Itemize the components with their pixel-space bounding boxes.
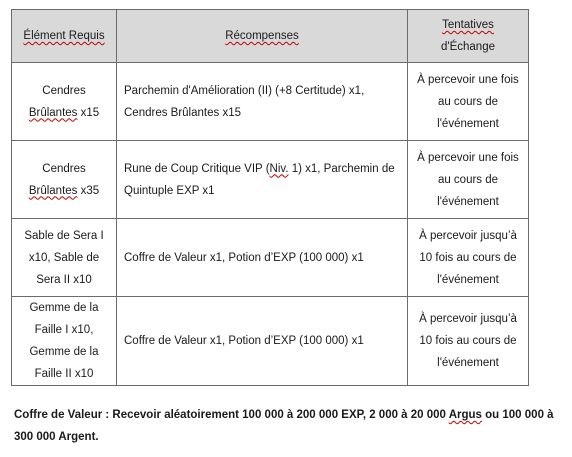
table-row — [12, 63, 529, 141]
value-chest-note: Coffre de Valeur : Recevoir aléatoirement 100 000 à 200 000 EXP, 2 000 à 20 000 Argus ou 100 000 à 300 000 Argent. — [14, 409, 554, 443]
cell-required-item: Cendres Brûlantes x35 — [12, 141, 117, 219]
cell-required-item: Sable de Sera I x10, Sable de Sera II x10 — [12, 219, 117, 297]
cell-reward: Coffre de Valeur x1, Potion d’EXP (100 000) x1 — [117, 297, 408, 386]
cell-attempts: À percevoir jusqu’à 10 fois au cours de l'événement — [408, 219, 529, 297]
table-row — [12, 141, 529, 219]
cell-attempts: À percevoir jusqu’à 10 fois au cours de l'événement — [408, 297, 529, 386]
cell-reward: Parchemin d'Amélioration (II) (+8 Certitude) x1, Cendres Brûlantes x15 — [117, 63, 408, 141]
cell-required-item: Cendres Brûlantes x15 — [12, 63, 117, 141]
header-required-item: Élément Requis — [12, 10, 117, 63]
table-header-row — [12, 10, 529, 63]
cell-required-item: Gemme de la Faille I x10, Gemme de la Faille II x10 — [12, 297, 117, 386]
cell-reward: Rune de Coup Critique VIP (Niv. 1) x1, Parchemin de Quintuple EXP x1 — [117, 141, 408, 219]
cell-reward: Coffre de Valeur x1, Potion d’EXP (100 000) x1 — [117, 219, 408, 297]
header-exchange-attempts: Tentatives d'Échange — [408, 10, 529, 63]
table-row — [12, 297, 529, 386]
table-row — [12, 219, 529, 297]
cell-attempts: À percevoir une fois au cours de l'événement — [408, 63, 529, 141]
exchange-table — [11, 9, 529, 386]
header-rewards: Récompenses — [117, 10, 408, 63]
cell-attempts: À percevoir une fois au cours de l'événement — [408, 141, 529, 219]
